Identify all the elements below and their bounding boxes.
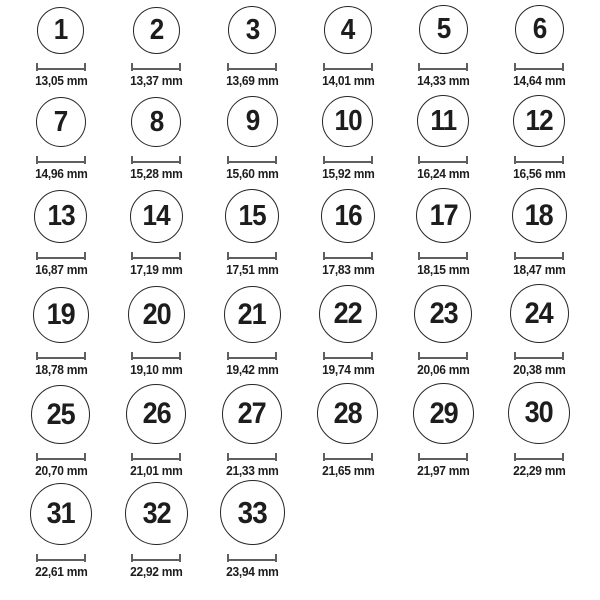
diameter-measure-line (514, 156, 564, 164)
ring-size-number: 13 (47, 200, 75, 232)
ring-size-item (300, 95, 396, 188)
diameter-measure-line (227, 554, 277, 562)
ring-circle (324, 6, 372, 54)
ring-circle (130, 190, 183, 243)
ring-size-number: 28 (333, 396, 362, 430)
diameter-measure-line (418, 352, 468, 360)
diameter-measure-line (514, 252, 564, 260)
diameter-measure-line (418, 453, 468, 461)
ring-size-item (13, 95, 109, 188)
diameter-measure-line (131, 352, 181, 360)
diameter-measure-line (323, 352, 373, 360)
ring-size-item (396, 95, 492, 188)
diameter-measure-line (36, 554, 86, 562)
ring-size-number: 2 (149, 14, 164, 46)
ring-size-item (396, 188, 492, 284)
diameter-label: 15,60 mm (225, 167, 279, 181)
diameter-label: 22,92 mm (130, 565, 183, 579)
ring-circle (30, 483, 92, 545)
diameter-label: 21,65 mm (321, 464, 375, 478)
diameter-measure-line (514, 352, 564, 360)
ring-size-item (491, 382, 587, 485)
ring-size-item (204, 284, 300, 384)
diameter-label: 19,42 mm (225, 363, 279, 377)
diameter-label: 19,74 mm (321, 363, 375, 377)
ring-circle (322, 96, 373, 147)
diameter-label: 22,29 mm (512, 464, 566, 478)
ring-size-number: 31 (46, 497, 75, 530)
diameter-label: 14,64 mm (512, 74, 566, 88)
ring-size-number: 3 (245, 13, 259, 46)
ring-size-item (109, 480, 205, 600)
ring-circle (37, 7, 84, 54)
diameter-label: 13,05 mm (34, 74, 88, 88)
diameter-measure-line (418, 252, 468, 260)
diameter-measure-line (131, 63, 181, 71)
diameter-measure-line (36, 252, 86, 260)
diameter-label: 18,15 mm (417, 263, 470, 277)
ring-circle (414, 285, 472, 343)
ring-size-item (396, 0, 492, 95)
ring-circle (128, 286, 185, 343)
ring-size-item (109, 284, 205, 384)
diameter-label: 13,37 mm (130, 74, 183, 88)
diameter-label: 14,01 mm (321, 74, 375, 88)
ring-size-number: 24 (525, 296, 554, 330)
ring-circle (416, 188, 471, 243)
ring-size-number: 18 (525, 198, 554, 232)
ring-circle (515, 5, 564, 54)
diameter-label: 14,33 mm (417, 74, 470, 88)
ring-size-number: 32 (142, 496, 171, 530)
diameter-label: 21,01 mm (130, 464, 183, 478)
ring-size-chart (13, 0, 587, 600)
diameter-label: 22,61 mm (34, 565, 88, 579)
ring-circle (417, 95, 469, 147)
ring-circle (222, 384, 282, 444)
ring-size-item (396, 382, 492, 485)
ring-size-number: 19 (46, 298, 75, 331)
diameter-label: 18,78 mm (34, 363, 88, 377)
diameter-measure-line (131, 156, 181, 164)
diameter-measure-line (131, 453, 181, 461)
ring-size-item (396, 284, 492, 384)
ring-size-number: 1 (54, 14, 68, 46)
diameter-measure-line (323, 63, 373, 71)
ring-size-item (491, 284, 587, 384)
diameter-label: 23,94 mm (225, 565, 279, 579)
ring-size-item (204, 95, 300, 188)
ring-circle (227, 96, 278, 147)
ring-circle (126, 384, 186, 444)
ring-size-number: 10 (334, 105, 362, 137)
ring-circle (317, 383, 378, 444)
diameter-measure-line (227, 156, 277, 164)
ring-size-number: 30 (525, 396, 554, 429)
ring-circle (34, 190, 87, 243)
diameter-label: 16,24 mm (417, 167, 470, 181)
ring-circle (413, 383, 474, 444)
ring-size-number: 33 (237, 495, 267, 530)
ring-circle (133, 7, 180, 54)
ring-size-row (13, 0, 587, 95)
ring-size-row (13, 480, 587, 600)
ring-circle (131, 97, 181, 147)
ring-circle (224, 286, 281, 343)
ring-size-number: 22 (333, 297, 362, 330)
ring-size-number: 17 (429, 198, 458, 232)
ring-size-number: 29 (429, 396, 458, 430)
ring-circle (321, 189, 375, 243)
diameter-label: 21,33 mm (225, 464, 279, 478)
diameter-label: 15,92 mm (321, 167, 375, 181)
diameter-label: 17,83 mm (321, 263, 375, 277)
ring-circle (512, 188, 567, 243)
ring-size-number: 5 (436, 13, 451, 45)
diameter-label: 16,56 mm (512, 167, 566, 181)
diameter-measure-line (514, 453, 564, 461)
ring-size-item (491, 188, 587, 284)
ring-size-item (109, 188, 205, 284)
ring-size-item (204, 382, 300, 485)
ring-size-item (300, 188, 396, 284)
ring-size-number: 26 (142, 397, 171, 430)
ring-circle (319, 285, 377, 343)
ring-size-item (109, 382, 205, 485)
ring-size-number: 27 (238, 397, 267, 430)
ring-size-item (13, 284, 109, 384)
diameter-measure-line (514, 63, 564, 71)
ring-size-item (13, 480, 109, 600)
ring-size-item (204, 480, 300, 600)
ring-size-item (13, 382, 109, 485)
diameter-label: 21,97 mm (417, 464, 470, 478)
ring-size-number: 7 (54, 105, 68, 138)
ring-size-item (491, 0, 587, 95)
diameter-measure-line (418, 63, 468, 71)
ring-size-number: 23 (429, 297, 458, 330)
ring-circle (510, 284, 569, 343)
ring-size-item (300, 284, 396, 384)
diameter-measure-line (36, 352, 86, 360)
ring-circle (508, 382, 570, 444)
ring-size-number: 8 (149, 105, 164, 138)
diameter-label: 19,10 mm (130, 363, 183, 377)
ring-size-item (109, 0, 205, 95)
ring-circle (225, 189, 279, 243)
diameter-measure-line (227, 63, 277, 71)
ring-size-row (13, 188, 587, 284)
diameter-label: 17,19 mm (130, 263, 183, 277)
ring-size-item (204, 188, 300, 284)
ring-size-item (13, 188, 109, 284)
ring-size-row (13, 95, 587, 188)
diameter-measure-line (227, 352, 277, 360)
ring-size-number: 4 (340, 13, 355, 46)
diameter-measure-line (36, 156, 86, 164)
ring-size-number: 6 (532, 13, 546, 45)
diameter-label: 20,70 mm (34, 464, 88, 478)
diameter-label: 20,06 mm (417, 363, 470, 377)
diameter-measure-line (323, 252, 373, 260)
ring-size-item (204, 0, 300, 95)
diameter-label: 17,51 mm (225, 263, 279, 277)
diameter-measure-line (36, 453, 86, 461)
diameter-label: 18,47 mm (512, 263, 566, 277)
ring-size-number: 9 (245, 105, 259, 137)
diameter-measure-line (323, 156, 373, 164)
ring-size-number: 21 (238, 297, 267, 331)
diameter-measure-line (131, 252, 181, 260)
diameter-label: 14,96 mm (34, 167, 88, 181)
diameter-label: 15,28 mm (130, 167, 183, 181)
ring-size-number: 15 (238, 199, 266, 232)
ring-circle (36, 97, 86, 147)
diameter-measure-line (418, 156, 468, 164)
ring-circle (419, 5, 468, 54)
ring-size-item (300, 382, 396, 485)
diameter-measure-line (36, 63, 86, 71)
ring-size-number: 25 (46, 397, 75, 431)
ring-circle (33, 287, 89, 343)
ring-size-item (109, 95, 205, 188)
ring-size-item (300, 0, 396, 95)
ring-size-number: 16 (334, 199, 362, 232)
diameter-measure-line (227, 252, 277, 260)
diameter-measure-line (323, 453, 373, 461)
ring-circle (513, 95, 565, 147)
diameter-label: 13,69 mm (225, 74, 279, 88)
ring-circle (125, 482, 188, 545)
ring-circle (31, 385, 90, 444)
ring-size-number: 11 (430, 104, 457, 137)
ring-size-number: 20 (142, 297, 171, 331)
ring-size-item (491, 95, 587, 188)
ring-size-row (13, 284, 587, 382)
ring-size-row (13, 382, 587, 480)
diameter-measure-line (131, 554, 181, 562)
diameter-measure-line (227, 453, 277, 461)
ring-circle (220, 480, 285, 545)
ring-size-item (13, 0, 109, 95)
ring-size-number: 12 (525, 104, 553, 137)
diameter-label: 20,38 mm (512, 363, 566, 377)
ring-circle (228, 6, 276, 54)
diameter-label: 16,87 mm (34, 263, 88, 277)
ring-size-number: 14 (142, 200, 171, 232)
